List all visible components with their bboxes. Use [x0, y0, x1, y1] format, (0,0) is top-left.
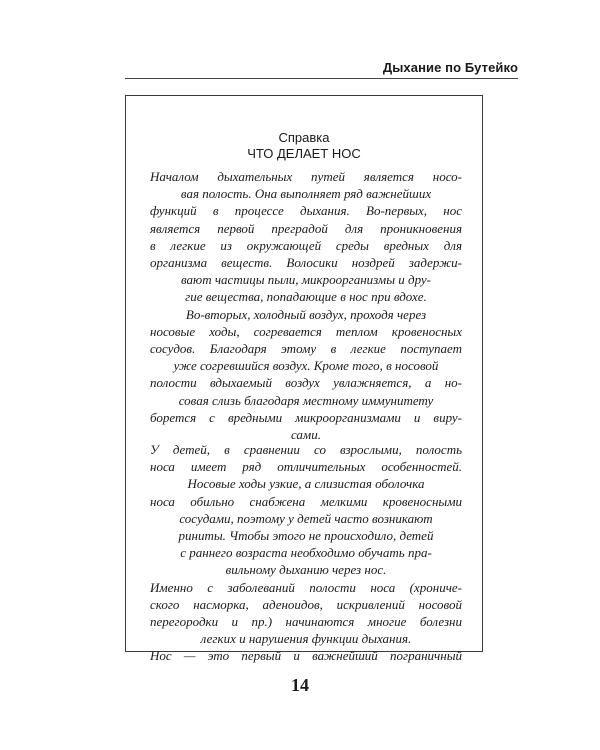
running-head-title: Дыхание по Бутейко — [382, 60, 518, 75]
text-line: Во-вторых, холодный воздух, проходя через — [185, 306, 427, 322]
text-line: вая полость. Она выполняет ряд важнейших — [180, 186, 432, 202]
text-line: функций в процессе дыхания. Во-первых, нос — [150, 203, 462, 219]
sidebox-paragraph-1 — [150, 168, 462, 443]
text-line: сами. — [291, 427, 321, 443]
text-line: ского насморка, аденоидов, искривлений носовой — [150, 596, 462, 612]
sidebox-heading: ЧТО ДЕЛАЕТ НОС — [247, 146, 361, 161]
text-line: в легкие из окружающей среды вредных для — [150, 237, 462, 253]
text-line: легких и нарушения функции дыхания. — [200, 631, 412, 647]
text-line: организма веществ. Волосики ноздрей задержи- — [150, 255, 462, 271]
page-number: 14 — [291, 675, 309, 695]
text-line: Нос — это первый и важнейший пограничный — [150, 648, 462, 664]
text-line: является первой преградой для проникновения — [150, 220, 462, 236]
text-line: сосудами, поэтому у детей часто возникают — [179, 510, 433, 526]
text-line: борется с вредными микроорганизмами и виру- — [150, 409, 462, 425]
text-line: носовые ходы, согревается теплом кровеносных — [150, 323, 462, 339]
text-line: перегородки и пр.) начинаются многие болезни — [150, 614, 462, 630]
text-line: У детей, в сравнении со взрослыми, полость — [150, 442, 462, 457]
text-line: уже согревшийся воздух. Кроме того, в носовой — [173, 358, 439, 374]
text-line: совая слизь благодаря местному иммунитету — [178, 392, 434, 408]
text-line: Носовые ходы узкие, а слизистая оболочка — [187, 476, 425, 492]
text-line: Началом дыхательных путей является носо- — [150, 169, 462, 184]
text-line: сосудов. Благодаря этому в легкие поступает — [150, 341, 462, 357]
sidebox-paragraph-2 — [150, 441, 462, 665]
sidebox-label: Справка — [278, 130, 330, 145]
text-line: Именно с заболеваний полости носа (хрониче- — [150, 579, 462, 595]
text-line: вают частицы пыли, микроорганизмы и дру- — [181, 272, 431, 288]
text-line: носа обильно снабжена мелкими кровеносными — [150, 493, 462, 509]
text-line: гие вещества, попадающие в нос при вдохе. — [185, 289, 427, 305]
text-line: с раннего возраста необходимо обучать пра- — [180, 545, 432, 561]
text-line: носа имеет ряд отличительных особенностей. — [150, 459, 462, 475]
text-line: риниты. Чтобы этого не происходило, детей — [178, 528, 434, 544]
text-line: полости вдыхаемый воздух увлажняется, а но- — [150, 375, 462, 391]
text-line: вильному дыханию через нос. — [225, 562, 387, 578]
info-sidebox — [125, 95, 483, 664]
header-rule — [125, 78, 518, 79]
